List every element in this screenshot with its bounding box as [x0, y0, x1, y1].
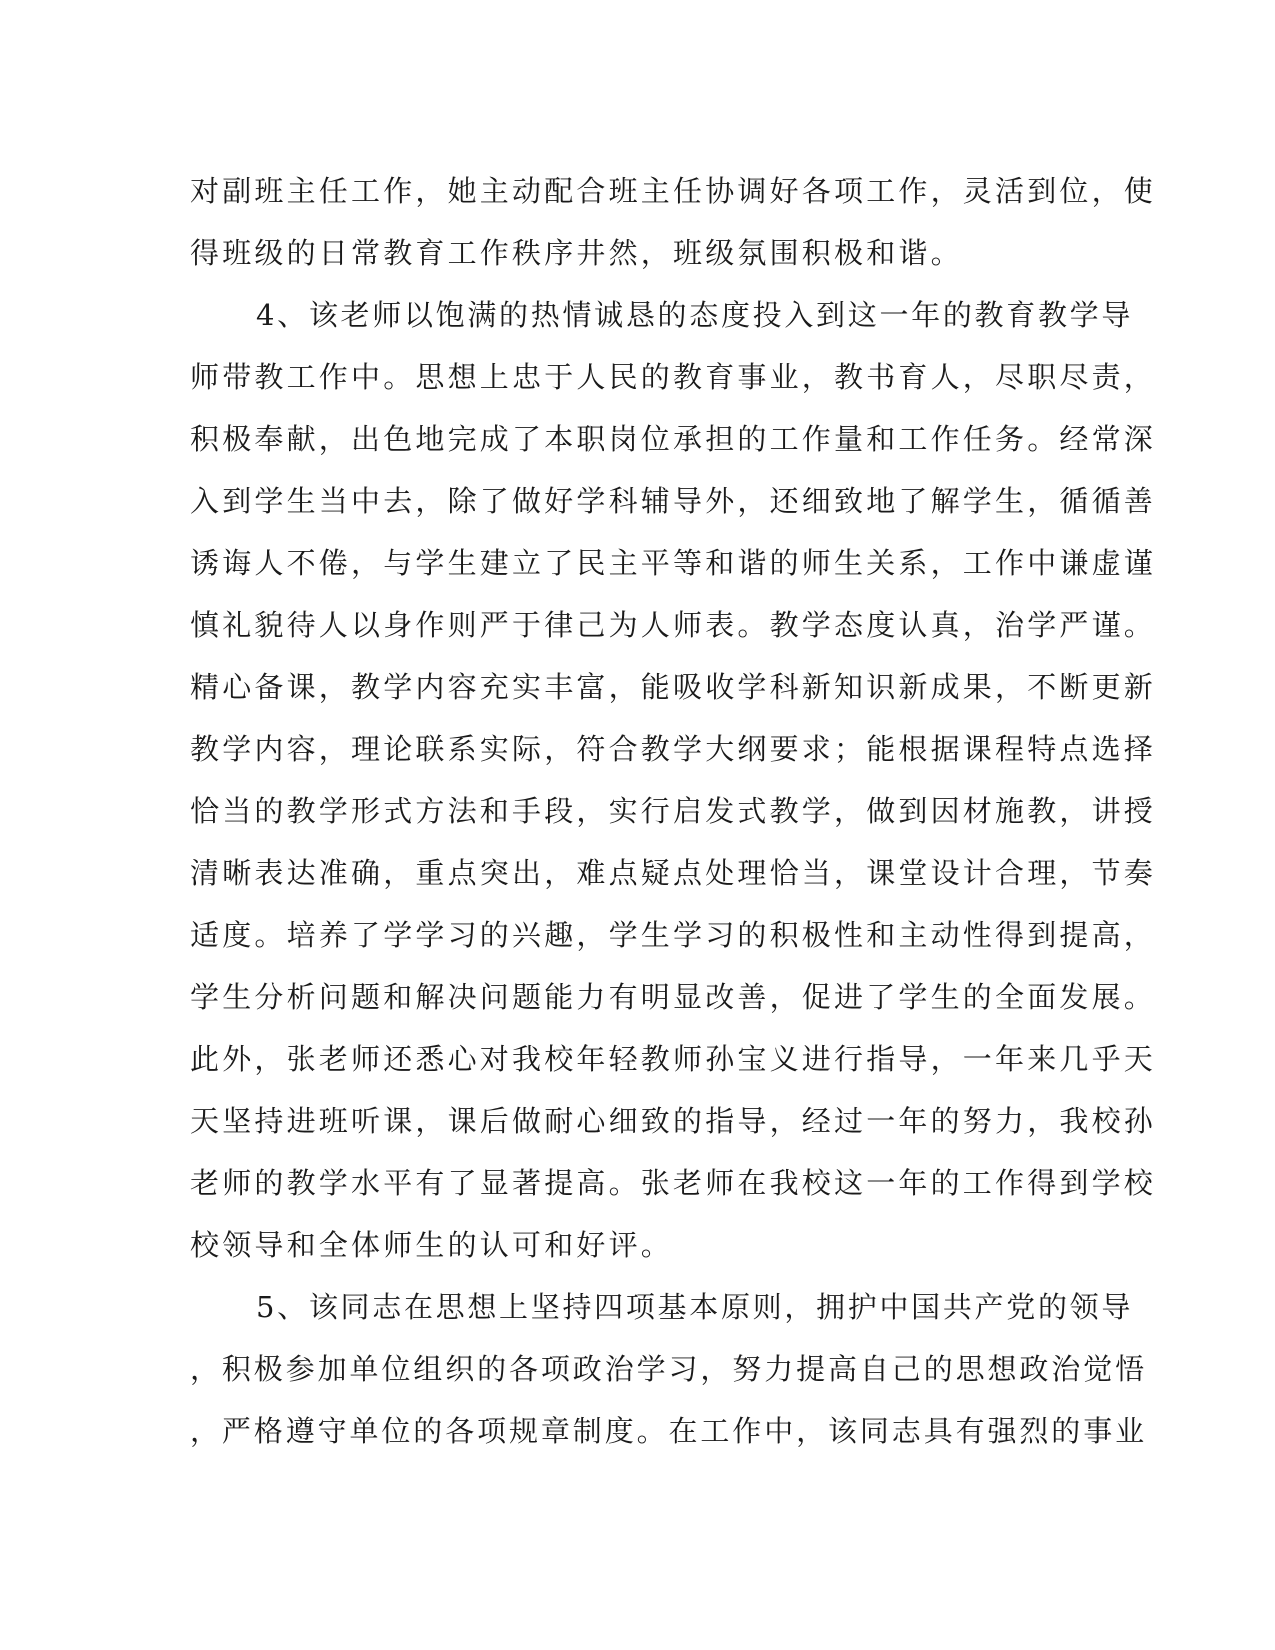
text-line: 入到学生当中去，除了做好学科辅导外，还细致地了解学生，循循善 — [190, 484, 1157, 518]
text-line: 恰当的教学形式方法和手段，实行启发式教学，做到因材施教，讲授 — [190, 794, 1157, 828]
text-line: ，严格遵守单位的各项规章制度。在工作中，该同志具有强烈的事业 — [190, 1414, 1148, 1448]
text-line: 师带教工作中。思想上忠于人民的教育事业，教书育人，尽职尽责， — [190, 360, 1157, 394]
text-line: 此外，张老师还悉心对我校年轻教师孙宝义进行指导，一年来几乎天 — [190, 1042, 1157, 1076]
text-line: 清晰表达准确，重点突出，难点疑点处理恰当，课堂设计合理，节奏 — [190, 856, 1157, 890]
text-line: 天坚持进班听课，课后做耐心细致的指导，经过一年的努力，我校孙 — [190, 1104, 1157, 1138]
text-line: 校领导和全体师生的认可和好评。 — [190, 1228, 674, 1262]
paragraph-start-line: 5、该同志在思想上坚持四项基本原则，拥护中国共产党的领导 — [256, 1290, 1134, 1324]
text-line: 适度。培养了学学习的兴趣，学生学习的积极性和主动性得到提高， — [190, 918, 1157, 952]
text-line: 学生分析问题和解决问题能力有明显改善，促进了学生的全面发展。 — [190, 980, 1157, 1014]
body-text — [190, 160, 1157, 1462]
text-line: 积极奉献，出色地完成了本职岗位承担的工作量和工作任务。经常深 — [190, 422, 1157, 456]
text-line: 精心备课，教学内容充实丰富，能吸收学科新知识新成果，不断更新 — [190, 670, 1157, 704]
text-line: 对副班主任工作，她主动配合班主任协调好各项工作，灵活到位，使 — [190, 174, 1157, 208]
paragraph-start-line: 4、该老师以饱满的热情诚恳的态度投入到这一年的教育教学导 — [256, 298, 1134, 332]
text-line: 诱诲人不倦，与学生建立了民主平等和谐的师生关系，工作中谦虚谨 — [190, 546, 1157, 580]
text-line: 慎礼貌待人以身作则严于律己为人师表。教学态度认真，治学严谨。 — [190, 608, 1157, 642]
text-line: 得班级的日常教育工作秩序井然，班级氛围积极和谐。 — [190, 236, 963, 270]
text-line: 老师的教学水平有了显著提高。张老师在我校这一年的工作得到学校 — [190, 1166, 1157, 1200]
text-line: ，积极参加单位组织的各项政治学习，努力提高自己的思想政治觉悟 — [190, 1352, 1148, 1386]
text-line: 教学内容，理论联系实际，符合教学大纲要求；能根据课程特点选择 — [190, 732, 1157, 766]
